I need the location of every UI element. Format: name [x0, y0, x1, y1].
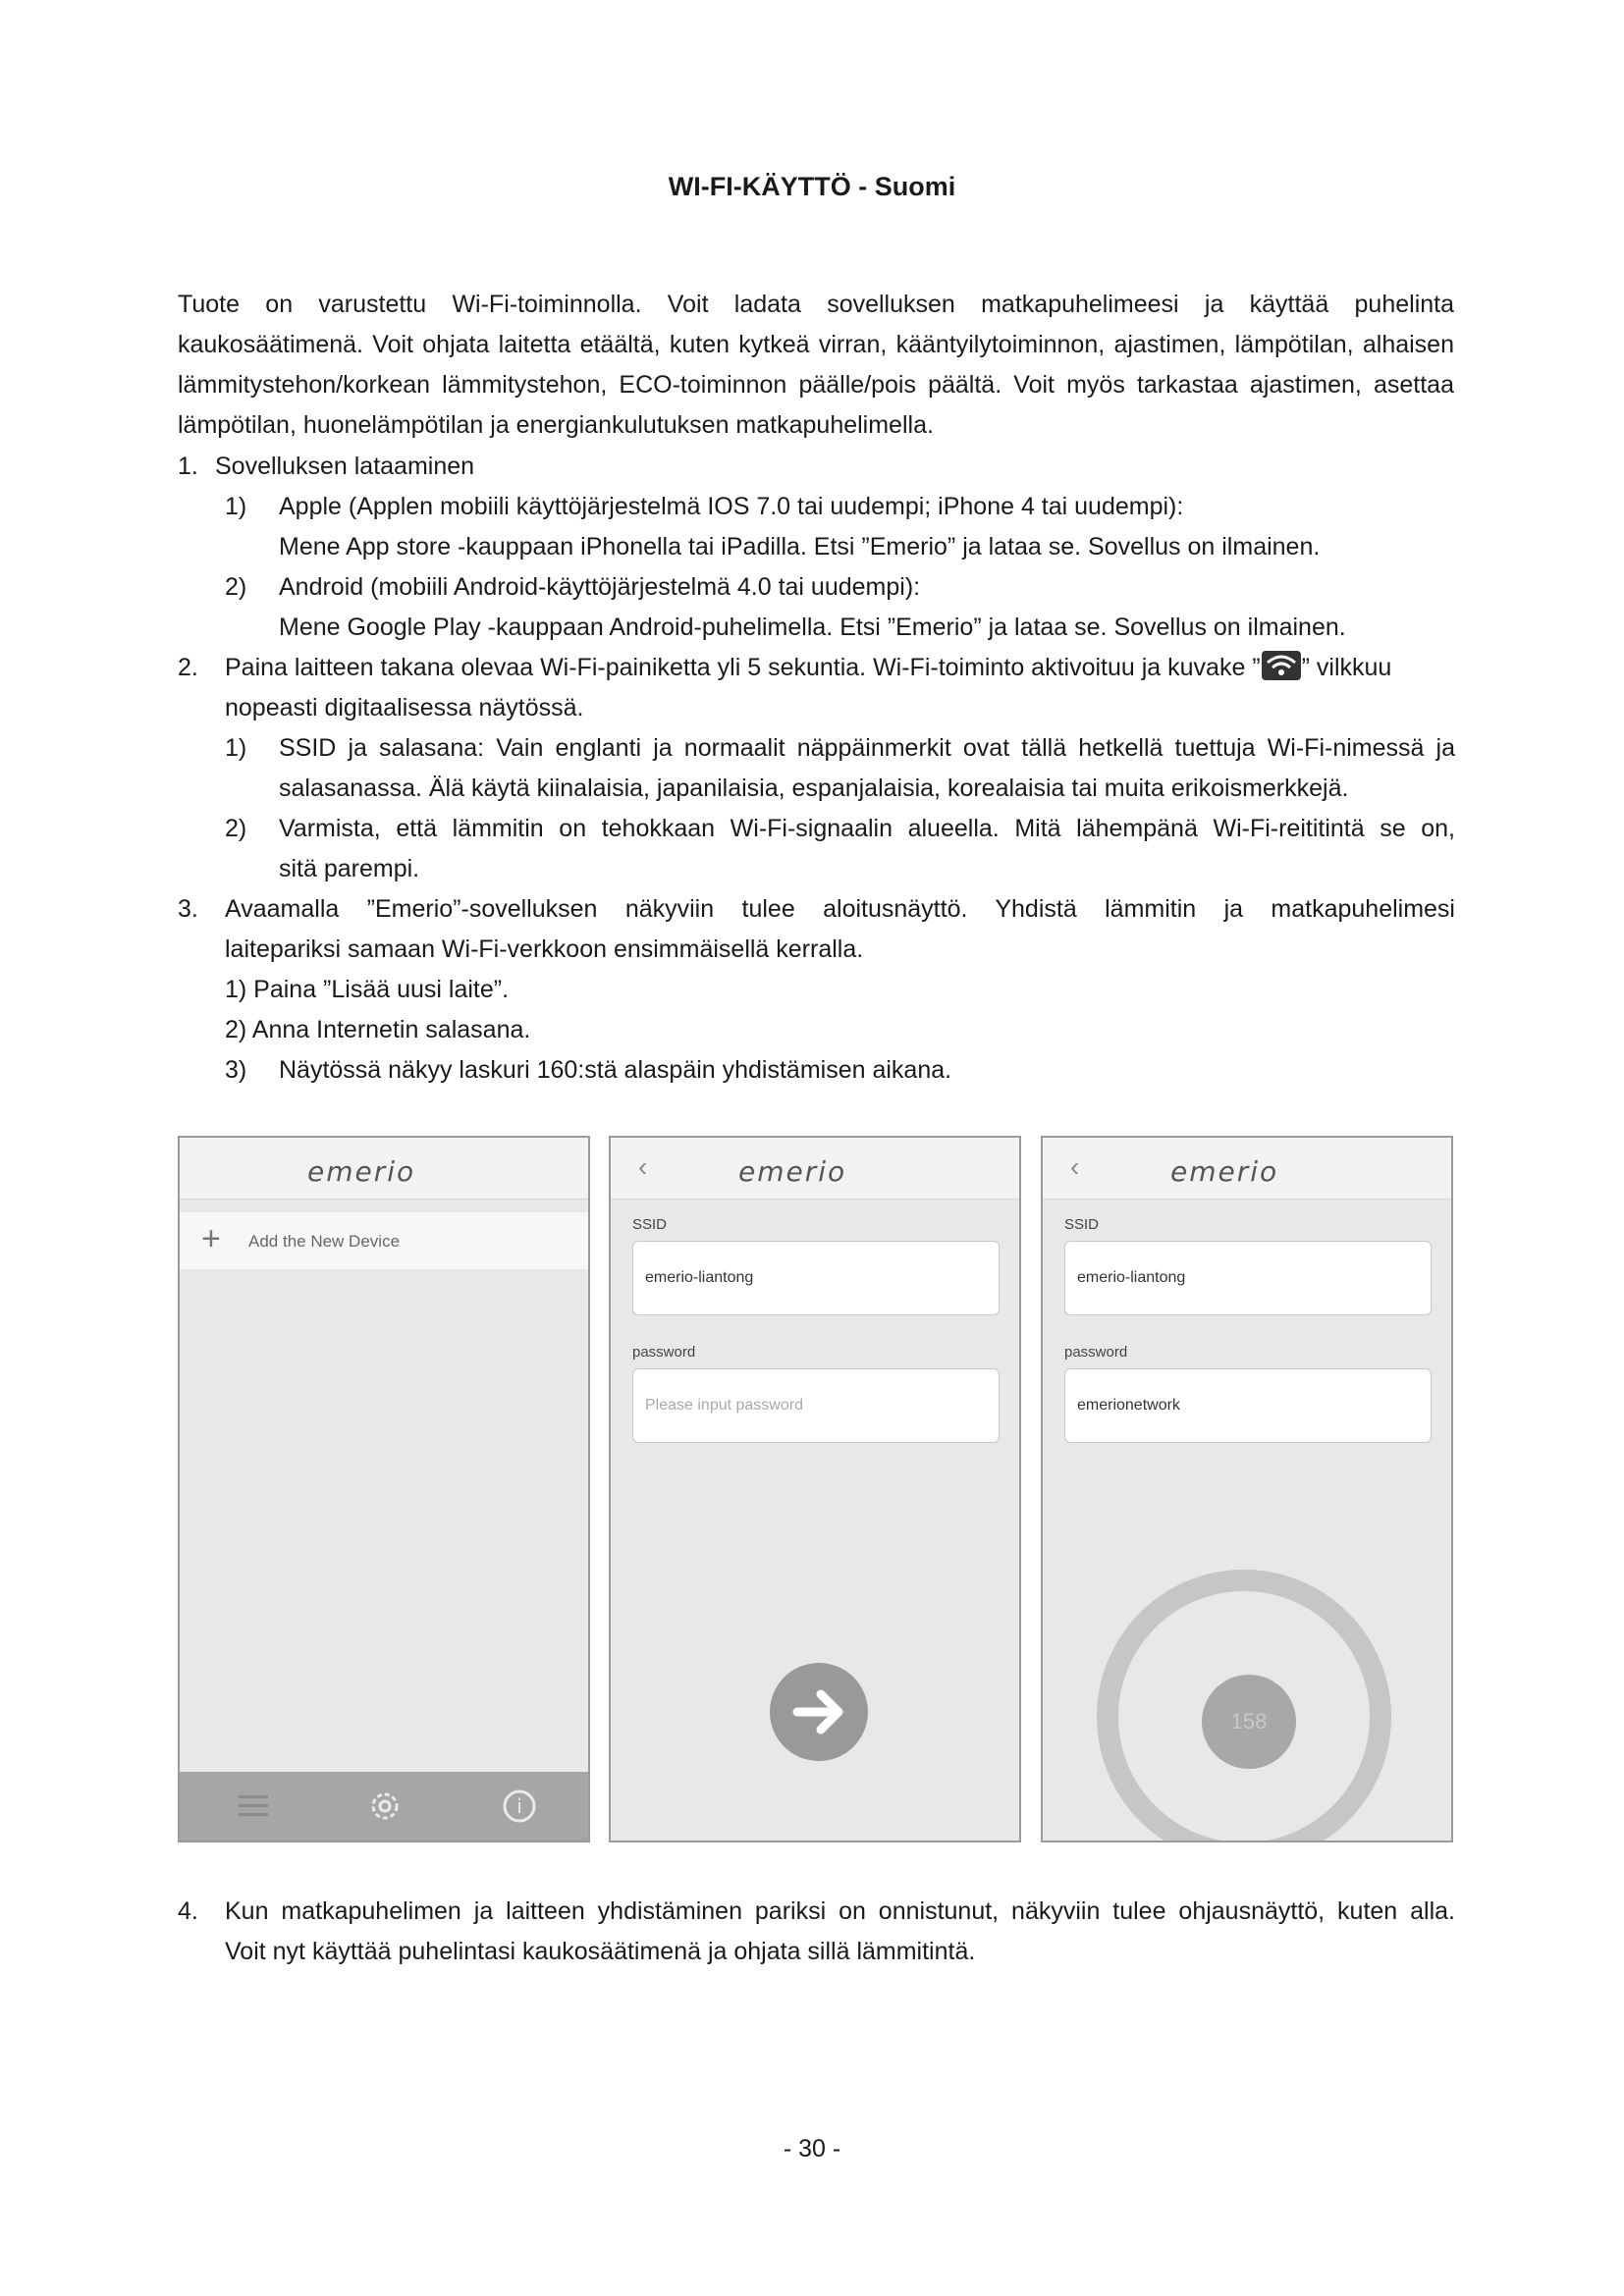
page-number: - 30 - [783, 2135, 841, 2163]
item-1-1-body: Mene App store -kauppaan iPhonella tai iPadilla. Etsi ”Emerio” ja lataa se. Sovellus on ilmainen. [279, 533, 1321, 561]
next-arrow-button[interactable] [770, 1663, 868, 1761]
info-icon-glyph: i [516, 1794, 522, 1818]
app-header [1043, 1138, 1451, 1200]
section-4-line-1: Kun matkapuhelimen ja laitteen yhdistäminen pariksi on onnistunut, näkyviin tulee ohjausnäyttö, kuten alla. [225, 1897, 1455, 1925]
section-2-line-2: nopeasti digitaalisessa näytössä. [225, 694, 584, 721]
item-3-1: 1) Paina ”Lisää uusi laite”. [225, 976, 510, 1003]
password-input[interactable] [632, 1368, 1000, 1443]
password-label: password [1064, 1344, 1128, 1361]
section-3-number: 3. [178, 895, 198, 923]
section-3-line-1: Avaamalla ”Emerio”-sovelluksen näkyviin tulee aloitusnäyttö. Yhdistä lämmitin ja matkapuhelimesi [225, 895, 1455, 923]
item-3-3-number: 3) [225, 1056, 247, 1084]
emerio-logo: emerio [307, 1155, 416, 1188]
intro-paragraph: Tuote on varustettu Wi-Fi-toiminnolla. Voit ladata sovelluksen matkapuhelimeesi ja käyttää puhelinta kaukosäätimenä. Voit ohjata laitetta etäältä, kuten kytkeä virran, kääntyilytoiminnon, ajastimen, lämpötilan, alhaisen lämmitystehon/korkean lämmitystehon, ECO-toiminnon päälle/pois päältä. Voit myös tarkastaa ajastimen, asettaa lämpötilan, huonelämpötilan ja energiankulutuksen matkapuhelimella. [178, 291, 1454, 439]
password-value: emerionetwork [1077, 1397, 1180, 1414]
app-header [611, 1138, 1019, 1200]
back-chevron-icon[interactable]: ‹ [1070, 1151, 1080, 1182]
section-1-title: Sovelluksen lataaminen [215, 453, 475, 480]
section-4-line-2: Voit nyt käyttää puhelintasi kaukosäätimenä ja ohjata sillä lämmitintä. [225, 1938, 976, 1965]
plus-icon: + [201, 1220, 221, 1257]
item-2-1-line-2: salasanassa. Älä käytä kiinalaisia, japanilaisia, espanjalaisia, korealaisia tai muita erikoismerkkejä. [279, 774, 1349, 802]
ssid-value: emerio-liantong [1077, 1269, 1186, 1286]
section-2-line-1 [225, 648, 1391, 687]
ssid-label: SSID [1064, 1216, 1100, 1233]
ssid-input[interactable] [1064, 1241, 1432, 1315]
add-device-row[interactable] [180, 1212, 588, 1269]
emerio-logo: emerio [1170, 1155, 1279, 1188]
section-2-number: 2. [178, 654, 198, 681]
item-2-1-number: 1) [225, 734, 247, 762]
info-icon[interactable] [502, 1789, 537, 1824]
app-header [180, 1138, 588, 1200]
wifi-icon [1262, 651, 1301, 680]
arrow-right-icon [770, 1663, 868, 1761]
password-placeholder: Please input password [645, 1397, 803, 1414]
item-2-1-line-1: SSID ja salasana: Vain englanti ja normaalit näppäinmerkit ovat tällä hetkellä tuettuja Wi-Fi-nimessä ja [279, 734, 1455, 762]
section-2-line-1a: Paina laitteen takana olevaa Wi-Fi-painiketta yli 5 sekuntia. Wi-Fi-toiminto aktivoituu ja kuvake ” [225, 654, 1261, 681]
add-device-label: Add the New Device [248, 1232, 401, 1251]
ssid-input[interactable] [632, 1241, 1000, 1315]
app-screenshot-connecting [1041, 1136, 1453, 1842]
section-2-line-1b: ” vilkkuu [1301, 654, 1392, 681]
item-2-2-line-1: Varmista, että lämmitin on tehokkaan Wi-Fi-signaalin alueella. Mitä lähempänä Wi-Fi-reititintä se on, [279, 815, 1455, 842]
item-2-2-line-2: sitä parempi. [279, 855, 420, 882]
menu-icon[interactable] [239, 1795, 268, 1817]
password-label: password [632, 1344, 696, 1361]
emerio-logo: emerio [738, 1155, 847, 1188]
item-1-1-title: Apple (Applen mobiili käyttöjärjestelmä IOS 7.0 tai uudempi; iPhone 4 tai uudempi): [279, 493, 1184, 520]
section-1-number: 1. [178, 453, 198, 480]
app-screenshot-home [178, 1136, 590, 1842]
app-bottom-bar [180, 1772, 588, 1841]
ssid-label: SSID [632, 1216, 668, 1233]
item-3-3: Näytössä näkyy laskuri 160:stä alaspäin yhdistämisen aikana. [279, 1056, 952, 1084]
back-chevron-icon[interactable]: ‹ [638, 1151, 648, 1182]
item-1-1-number: 1) [225, 493, 247, 520]
page-title: WI-FI-KÄYTTÖ - Suomi [668, 172, 956, 201]
app-screenshot-wifi-config [609, 1136, 1021, 1842]
countdown-counter: 158 [1202, 1675, 1296, 1769]
item-2-2-number: 2) [225, 815, 247, 842]
section-4-number: 4. [178, 1897, 198, 1925]
item-1-2-number: 2) [225, 573, 247, 601]
section-3-line-2: laitepariksi samaan Wi-Fi-verkkoon ensimmäisellä kerralla. [225, 935, 864, 963]
item-1-2-body: Mene Google Play -kauppaan Android-puhelimella. Etsi ”Emerio” ja lataa se. Sovellus on ilmainen. [279, 614, 1346, 641]
item-3-2: 2) Anna Internetin salasana. [225, 1016, 531, 1043]
ssid-value: emerio-liantong [645, 1269, 754, 1286]
item-1-2-title: Android (mobiili Android-käyttöjärjestelmä 4.0 tai uudempi): [279, 573, 921, 601]
password-input[interactable] [1064, 1368, 1432, 1443]
gear-icon[interactable] [366, 1788, 404, 1825]
